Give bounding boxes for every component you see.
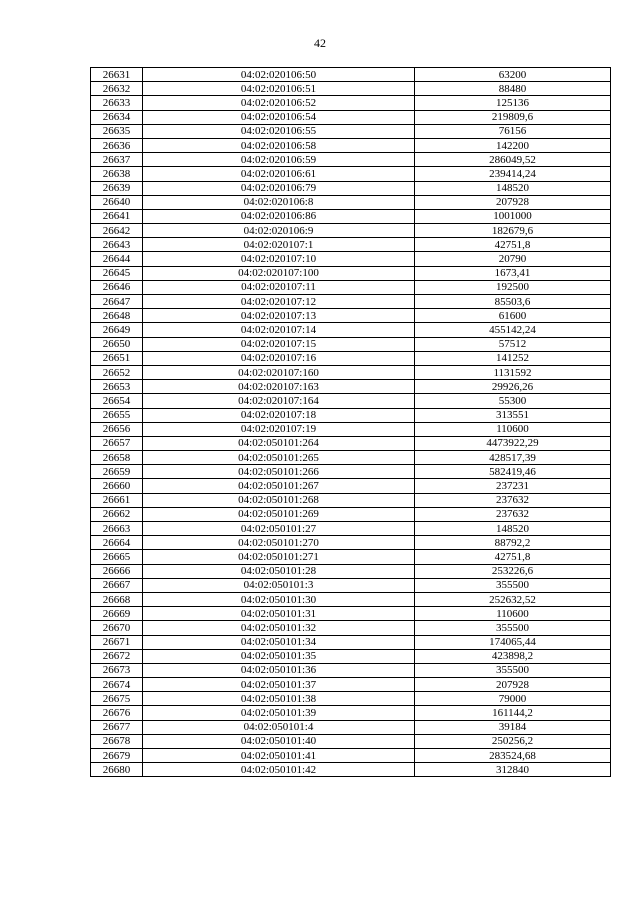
row-number-cell: 26638	[91, 167, 143, 181]
row-number-cell: 26634	[91, 110, 143, 124]
value-cell: 20790	[415, 252, 611, 266]
row-number-cell: 26651	[91, 351, 143, 365]
value-cell: 207928	[415, 195, 611, 209]
table-row	[91, 465, 611, 479]
table-body	[91, 68, 611, 777]
cadastral-number-cell: 04:02:020107:160	[143, 365, 415, 379]
row-number-cell: 26662	[91, 507, 143, 521]
table-row	[91, 493, 611, 507]
row-number-cell: 26659	[91, 465, 143, 479]
row-number-cell: 26644	[91, 252, 143, 266]
table-row	[91, 678, 611, 692]
cadastral-number-cell: 04:02:050101:268	[143, 493, 415, 507]
cadastral-number-cell: 04:02:020107:19	[143, 422, 415, 436]
table-row	[91, 153, 611, 167]
value-cell: 110600	[415, 607, 611, 621]
cadastral-number-cell: 04:02:020107:16	[143, 351, 415, 365]
value-cell: 237632	[415, 493, 611, 507]
row-number-cell: 26639	[91, 181, 143, 195]
table-row	[91, 167, 611, 181]
table-row	[91, 181, 611, 195]
value-cell: 110600	[415, 422, 611, 436]
value-cell: 63200	[415, 68, 611, 82]
value-cell: 455142,24	[415, 323, 611, 337]
value-cell: 57512	[415, 337, 611, 351]
table-row	[91, 564, 611, 578]
table-row	[91, 337, 611, 351]
row-number-cell: 26631	[91, 68, 143, 82]
cadastral-number-cell: 04:02:050101:35	[143, 649, 415, 663]
value-cell: 4473922,29	[415, 436, 611, 450]
data-table	[90, 67, 611, 777]
table-row	[91, 749, 611, 763]
cadastral-number-cell: 04:02:050101:28	[143, 564, 415, 578]
row-number-cell: 26633	[91, 96, 143, 110]
table-row	[91, 380, 611, 394]
value-cell: 355500	[415, 578, 611, 592]
table-row	[91, 592, 611, 606]
cadastral-number-cell: 04:02:020107:11	[143, 280, 415, 294]
row-number-cell: 26658	[91, 451, 143, 465]
row-number-cell: 26650	[91, 337, 143, 351]
cadastral-number-cell: 04:02:050101:30	[143, 592, 415, 606]
value-cell: 286049,52	[415, 153, 611, 167]
cadastral-number-cell: 04:02:050101:27	[143, 522, 415, 536]
row-number-cell: 26679	[91, 749, 143, 763]
cadastral-number-cell: 04:02:020107:12	[143, 295, 415, 309]
value-cell: 161144,2	[415, 706, 611, 720]
cadastral-number-cell: 04:02:020106:58	[143, 138, 415, 152]
table-row	[91, 68, 611, 82]
value-cell: 76156	[415, 124, 611, 138]
cadastral-number-cell: 04:02:050101:41	[143, 749, 415, 763]
cadastral-number-cell: 04:02:050101:3	[143, 578, 415, 592]
table-row	[91, 536, 611, 550]
value-cell: 207928	[415, 678, 611, 692]
cadastral-number-cell: 04:02:050101:264	[143, 436, 415, 450]
cadastral-number-cell: 04:02:020107:18	[143, 408, 415, 422]
row-number-cell: 26676	[91, 706, 143, 720]
row-number-cell: 26654	[91, 394, 143, 408]
row-number-cell: 26677	[91, 720, 143, 734]
row-number-cell: 26653	[91, 380, 143, 394]
value-cell: 55300	[415, 394, 611, 408]
value-cell: 29926,26	[415, 380, 611, 394]
value-cell: 88480	[415, 82, 611, 96]
table-row	[91, 138, 611, 152]
value-cell: 148520	[415, 522, 611, 536]
cadastral-number-cell: 04:02:020106:86	[143, 209, 415, 223]
row-number-cell: 26678	[91, 734, 143, 748]
value-cell: 148520	[415, 181, 611, 195]
cadastral-number-cell: 04:02:050101:39	[143, 706, 415, 720]
cadastral-number-cell: 04:02:020106:9	[143, 224, 415, 238]
table-row	[91, 720, 611, 734]
row-number-cell: 26643	[91, 238, 143, 252]
row-number-cell: 26632	[91, 82, 143, 96]
cadastral-number-cell: 04:02:050101:270	[143, 536, 415, 550]
value-cell: 42751,8	[415, 238, 611, 252]
value-cell: 141252	[415, 351, 611, 365]
table-row	[91, 309, 611, 323]
cadastral-number-cell: 04:02:020107:164	[143, 394, 415, 408]
table-row	[91, 734, 611, 748]
table-row	[91, 365, 611, 379]
row-number-cell: 26649	[91, 323, 143, 337]
cadastral-number-cell: 04:02:020107:10	[143, 252, 415, 266]
row-number-cell: 26670	[91, 621, 143, 635]
table-row	[91, 394, 611, 408]
cadastral-number-cell: 04:02:020106:61	[143, 167, 415, 181]
table-row	[91, 550, 611, 564]
row-number-cell: 26672	[91, 649, 143, 663]
cadastral-number-cell: 04:02:050101:4	[143, 720, 415, 734]
cadastral-number-cell: 04:02:050101:271	[143, 550, 415, 564]
cadastral-number-cell: 04:02:020107:15	[143, 337, 415, 351]
row-number-cell: 26668	[91, 592, 143, 606]
row-number-cell: 26664	[91, 536, 143, 550]
row-number-cell: 26675	[91, 692, 143, 706]
cadastral-number-cell: 04:02:050101:38	[143, 692, 415, 706]
value-cell: 428517,39	[415, 451, 611, 465]
table-row	[91, 82, 611, 96]
value-cell: 1673,41	[415, 266, 611, 280]
value-cell: 253226,6	[415, 564, 611, 578]
cadastral-number-cell: 04:02:020107:100	[143, 266, 415, 280]
row-number-cell: 26669	[91, 607, 143, 621]
row-number-cell: 26648	[91, 309, 143, 323]
row-number-cell: 26646	[91, 280, 143, 294]
row-number-cell: 26642	[91, 224, 143, 238]
value-cell: 85503,6	[415, 295, 611, 309]
cadastral-number-cell: 04:02:020106:59	[143, 153, 415, 167]
value-cell: 355500	[415, 621, 611, 635]
table-row	[91, 252, 611, 266]
row-number-cell: 26652	[91, 365, 143, 379]
row-number-cell: 26636	[91, 138, 143, 152]
table-row	[91, 578, 611, 592]
value-cell: 237632	[415, 507, 611, 521]
cadastral-number-cell: 04:02:050101:36	[143, 663, 415, 677]
value-cell: 252632,52	[415, 592, 611, 606]
table-row	[91, 124, 611, 138]
table-row	[91, 706, 611, 720]
cadastral-number-cell: 04:02:020106:50	[143, 68, 415, 82]
row-number-cell: 26665	[91, 550, 143, 564]
table-row	[91, 280, 611, 294]
cadastral-number-cell: 04:02:020106:52	[143, 96, 415, 110]
row-number-cell: 26680	[91, 763, 143, 777]
cadastral-number-cell: 04:02:020107:163	[143, 380, 415, 394]
row-number-cell: 26667	[91, 578, 143, 592]
cadastral-number-cell: 04:02:050101:40	[143, 734, 415, 748]
table-row	[91, 96, 611, 110]
cadastral-number-cell: 04:02:020107:1	[143, 238, 415, 252]
table-row	[91, 238, 611, 252]
table-row	[91, 649, 611, 663]
table-row	[91, 323, 611, 337]
value-cell: 88792,2	[415, 536, 611, 550]
cadastral-number-cell: 04:02:020106:79	[143, 181, 415, 195]
page-number: 42	[314, 36, 326, 50]
cadastral-number-cell: 04:02:020106:54	[143, 110, 415, 124]
row-number-cell: 26645	[91, 266, 143, 280]
value-cell: 79000	[415, 692, 611, 706]
cadastral-number-cell: 04:02:050101:267	[143, 479, 415, 493]
table-row	[91, 266, 611, 280]
value-cell: 237231	[415, 479, 611, 493]
value-cell: 219809,6	[415, 110, 611, 124]
table-row	[91, 621, 611, 635]
table-row	[91, 635, 611, 649]
value-cell: 182679,6	[415, 224, 611, 238]
table-row	[91, 607, 611, 621]
cadastral-number-cell: 04:02:020106:55	[143, 124, 415, 138]
value-cell: 192500	[415, 280, 611, 294]
row-number-cell: 26661	[91, 493, 143, 507]
value-cell: 1131592	[415, 365, 611, 379]
cadastral-number-cell: 04:02:050101:269	[143, 507, 415, 521]
table-row	[91, 507, 611, 521]
row-number-cell: 26660	[91, 479, 143, 493]
cadastral-number-cell: 04:02:050101:34	[143, 635, 415, 649]
table-row	[91, 224, 611, 238]
value-cell: 283524,68	[415, 749, 611, 763]
value-cell: 313551	[415, 408, 611, 422]
cadastral-number-cell: 04:02:050101:31	[143, 607, 415, 621]
row-number-cell: 26666	[91, 564, 143, 578]
value-cell: 174065,44	[415, 635, 611, 649]
row-number-cell: 26657	[91, 436, 143, 450]
table-row	[91, 209, 611, 223]
table-row	[91, 351, 611, 365]
table-row	[91, 763, 611, 777]
table-row	[91, 663, 611, 677]
table-row	[91, 408, 611, 422]
table-row	[91, 479, 611, 493]
value-cell: 355500	[415, 663, 611, 677]
value-cell: 142200	[415, 138, 611, 152]
row-number-cell: 26656	[91, 422, 143, 436]
value-cell: 250256,2	[415, 734, 611, 748]
table-row	[91, 451, 611, 465]
value-cell: 312840	[415, 763, 611, 777]
row-number-cell: 26637	[91, 153, 143, 167]
table-row	[91, 522, 611, 536]
cadastral-number-cell: 04:02:020106:8	[143, 195, 415, 209]
cadastral-number-cell: 04:02:050101:42	[143, 763, 415, 777]
row-number-cell: 26635	[91, 124, 143, 138]
value-cell: 125136	[415, 96, 611, 110]
table-row	[91, 436, 611, 450]
cadastral-number-cell: 04:02:020107:13	[143, 309, 415, 323]
table-row	[91, 295, 611, 309]
cadastral-number-cell: 04:02:050101:37	[143, 678, 415, 692]
row-number-cell: 26673	[91, 663, 143, 677]
value-cell: 39184	[415, 720, 611, 734]
row-number-cell: 26663	[91, 522, 143, 536]
row-number-cell: 26640	[91, 195, 143, 209]
value-cell: 582419,46	[415, 465, 611, 479]
row-number-cell: 26641	[91, 209, 143, 223]
row-number-cell: 26655	[91, 408, 143, 422]
cadastral-number-cell: 04:02:050101:32	[143, 621, 415, 635]
table-row	[91, 692, 611, 706]
value-cell: 61600	[415, 309, 611, 323]
value-cell: 239414,24	[415, 167, 611, 181]
cadastral-number-cell: 04:02:050101:266	[143, 465, 415, 479]
cadastral-number-cell: 04:02:020106:51	[143, 82, 415, 96]
row-number-cell: 26671	[91, 635, 143, 649]
value-cell: 1001000	[415, 209, 611, 223]
table-row	[91, 110, 611, 124]
value-cell: 423898,2	[415, 649, 611, 663]
cadastral-number-cell: 04:02:050101:265	[143, 451, 415, 465]
row-number-cell: 26647	[91, 295, 143, 309]
value-cell: 42751,8	[415, 550, 611, 564]
row-number-cell: 26674	[91, 678, 143, 692]
table-row	[91, 195, 611, 209]
cadastral-number-cell: 04:02:020107:14	[143, 323, 415, 337]
table-row	[91, 422, 611, 436]
